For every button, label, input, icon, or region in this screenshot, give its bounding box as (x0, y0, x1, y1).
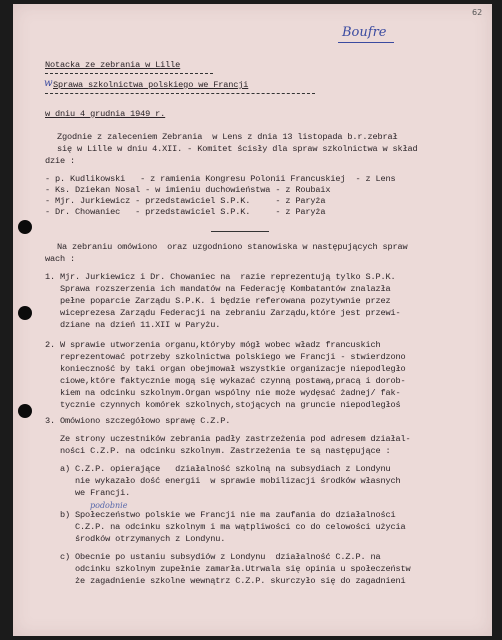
text-line: ciowe,które faktycznie mogą się wykazać czynną postawą,pracą i dorob- (45, 376, 406, 386)
text-line: Sprawa rozszerzenia ich mandatów na Federację Kombatantów znalazła (45, 284, 391, 294)
handwritten-annotation: Boufre (342, 25, 387, 40)
text-line: 3. Omówiono szczegółowo sprawę C.Z.P. (45, 416, 231, 426)
member-line: - Mjr. Jurkiewicz - przedstawiciel S.P.K. - z Paryża (45, 196, 326, 206)
subtitle-dashes (45, 93, 315, 94)
text-line: pełne poparcie Zarządu S.P.K. i będzie referowana pozytywnie przez (45, 296, 391, 306)
text-line: Zgodnie z zaleceniem Zebrania w Lens z dnia 13 listopada b.r.zebrał (57, 132, 398, 142)
text-line: że zagadnienie szkolne wewnątrz C.Z.P. skurczyło się do zagadnieni (45, 576, 406, 586)
text-line: wiceprezesa Zarządu Federacji na zebraniu Zarządu,które jest przewi- (45, 308, 401, 318)
text-line: 2. W sprawie utworzenia organu,któryby mógł wobec władz francuskich (45, 340, 381, 350)
text-line: konieczność by taki organ obejmował wszystkie organizacje niepodległo (45, 364, 406, 374)
text-line: Na zebraniu omówiono oraz uzgodniono stanowiska w następujących spraw (57, 242, 408, 252)
member-line: - p. Kudlikowski - z ramienia Kongresu Polonii Francuskiej - z Lens (45, 174, 396, 184)
text-line: we Francji. (45, 488, 131, 498)
text-line: a) C.Z.P. opierające działalność szkolną na subsydiach z Londynu (45, 464, 391, 474)
member-line: - Ks. Dziekan Nosal - w imieniu duchowieństwa - z Roubaix (45, 185, 331, 195)
handwritten-margin-note: podobnie (90, 501, 128, 510)
separator (211, 231, 269, 232)
doc-subtitle: Sprawa szkolnictwa polskiego we Francji (53, 80, 249, 90)
text-line: reprezentować potrzeby szkolnictwa polskiego we Francji - stwierdzono (45, 352, 406, 362)
text-line: środków otrzymanych z Londynu. (45, 534, 226, 544)
doc-title: Notacka ze zebrania w Lille (45, 60, 181, 70)
handwritten-prefix: w (44, 78, 53, 89)
text-line: b) Społeczeństwo polskie we Francji nie ma zaufania do działalności (45, 510, 396, 520)
text-line: C.Z.P. na odcinku szkolnym i ma wątpliwości co do celowości użycia (45, 522, 406, 532)
text-line: Ze strony uczestników zebrania padły zastrzeżenia pod adresem działal- (45, 434, 411, 444)
text-line: c) Obecnie po ustaniu subsydiów z Londynu działalność C.Z.P. na (45, 552, 381, 562)
punch-hole (18, 404, 32, 418)
punch-hole (18, 306, 32, 320)
text-line: ności C.Z.P. na odcinku szkolnym. Zastrzeżenia te są następujące : (45, 446, 391, 456)
text-line: nie wykazało dość energii w sprawie mobilizacji środków własnych (45, 476, 401, 486)
text-line: tycznie czynnych komórek szkolnych,stojących na gruncie niepodległoś (45, 400, 401, 410)
text-line: dzie : (45, 156, 76, 166)
handwritten-underline (338, 42, 394, 43)
document-page (13, 4, 492, 636)
text-line: odcinku szkolnym zupełnie zamarła.Utrwala się opinia u społeczeństw (45, 564, 411, 574)
text-line: wach : (45, 254, 76, 264)
page-number: 62 (472, 8, 483, 17)
member-line: - Dr. Chowaniec - przedstawiciel S.P.K. - z Paryża (45, 207, 326, 217)
text-line: 1. Mjr. Jurkiewicz i Dr. Chowaniec na razie reprezentują tylko S.P.K. (45, 272, 396, 282)
punch-hole (18, 220, 32, 234)
doc-date: w dniu 4 grudnia 1949 r. (45, 109, 166, 119)
text-line: kiem na odcinku szkolnym.Organ wspólny nie może wydęsać żadnej/ fak- (45, 388, 401, 398)
text-line: dziane na dzień 11.XII w Paryżu. (45, 320, 221, 330)
title-dashes (45, 73, 213, 74)
text-line: się w Lille w dniu 4.XII. - Komitet ścisły dla spraw szkolnictwa w skład (57, 144, 418, 154)
